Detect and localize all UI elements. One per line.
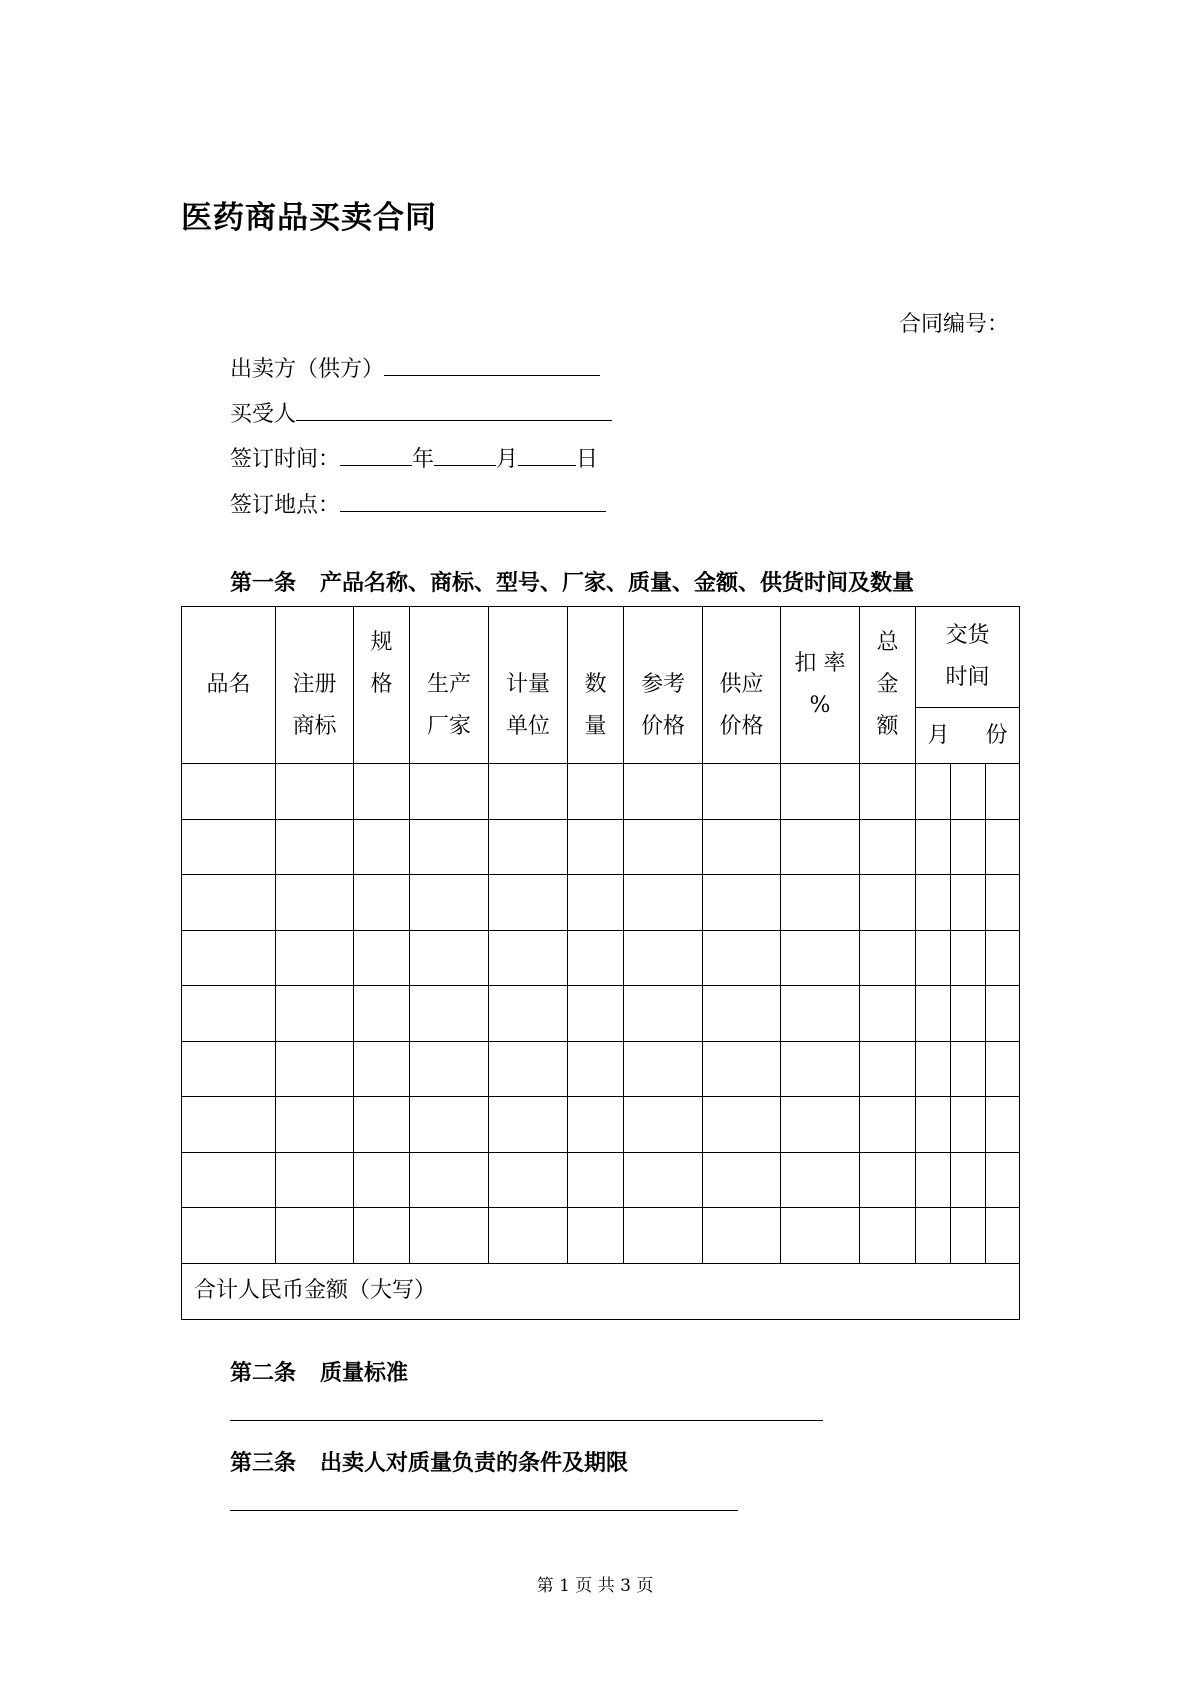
signing-place-label: 签订地点： <box>230 493 341 518</box>
seller-field <box>230 352 600 383</box>
table-row <box>182 1208 1020 1264</box>
header-spec: 规格 <box>354 607 410 764</box>
day-blank[interactable] <box>518 443 576 466</box>
table-row <box>182 930 1020 986</box>
article-2-blank-line[interactable] <box>230 1420 823 1421</box>
header-delivery: 交货时间 <box>916 607 1020 708</box>
header-ref-price: 参考 价格 <box>624 607 703 764</box>
article-3-text: 出卖人对质量负责的条件及期限 <box>320 1451 629 1476</box>
table-row <box>182 1097 1020 1153</box>
article-3-number: 第三条 <box>230 1451 297 1476</box>
table-row <box>182 875 1020 931</box>
header-discount: 扣 率 % <box>781 607 860 764</box>
header-qty: 数量 <box>568 607 624 764</box>
table-row <box>182 1041 1020 1097</box>
table-header-row <box>182 607 1020 708</box>
header-maker: 生产 厂家 <box>410 607 489 764</box>
header-month-portion: 月 份 <box>916 708 1020 764</box>
signing-place-field <box>230 488 606 519</box>
article-1-number: 第一条 <box>230 571 297 596</box>
header-trademark: 注册 商标 <box>276 607 354 764</box>
header-total: 总金额 <box>860 607 916 764</box>
article-3-blank-line[interactable] <box>230 1510 738 1511</box>
table-row <box>182 986 1020 1042</box>
article-2-text: 质量标准 <box>320 1361 409 1386</box>
total-amount-label: 合计人民币金额（大写） <box>182 1263 1020 1319</box>
table-total-row <box>182 1263 1020 1319</box>
article-1-heading <box>230 566 914 597</box>
month-label: 月 <box>496 447 519 472</box>
product-table <box>181 606 1020 1320</box>
place-blank[interactable] <box>340 489 606 512</box>
contract-number-label: 合同编号： <box>899 312 1010 337</box>
signing-date-label: 签订时间： <box>230 447 341 472</box>
article-1-text: 产品名称、商标、型号、厂家、质量、金额、供货时间及数量 <box>320 571 915 596</box>
header-supply-price: 供应 价格 <box>703 607 781 764</box>
buyer-field <box>230 397 612 428</box>
header-name: 品名 <box>182 607 276 764</box>
table-row <box>182 1152 1020 1208</box>
article-3-heading <box>230 1446 628 1477</box>
seller-blank[interactable] <box>384 353 600 376</box>
signing-date-field <box>230 442 598 473</box>
buyer-label: 买受人 <box>230 402 297 427</box>
seller-label: 出卖方（供方） <box>230 357 385 382</box>
year-blank[interactable] <box>340 443 412 466</box>
header-unit: 计量 单位 <box>489 607 568 764</box>
article-2-heading <box>230 1356 408 1387</box>
page-footer: 第 1 页 共 3 页 <box>536 1576 654 1596</box>
document-title: 医药商品买卖合同 <box>181 200 437 236</box>
article-2-number: 第二条 <box>230 1361 297 1386</box>
year-label: 年 <box>412 447 435 472</box>
month-blank[interactable] <box>434 443 496 466</box>
buyer-blank[interactable] <box>296 398 612 421</box>
table-row <box>182 764 1020 820</box>
day-label: 日 <box>576 447 599 472</box>
table-row <box>182 819 1020 875</box>
